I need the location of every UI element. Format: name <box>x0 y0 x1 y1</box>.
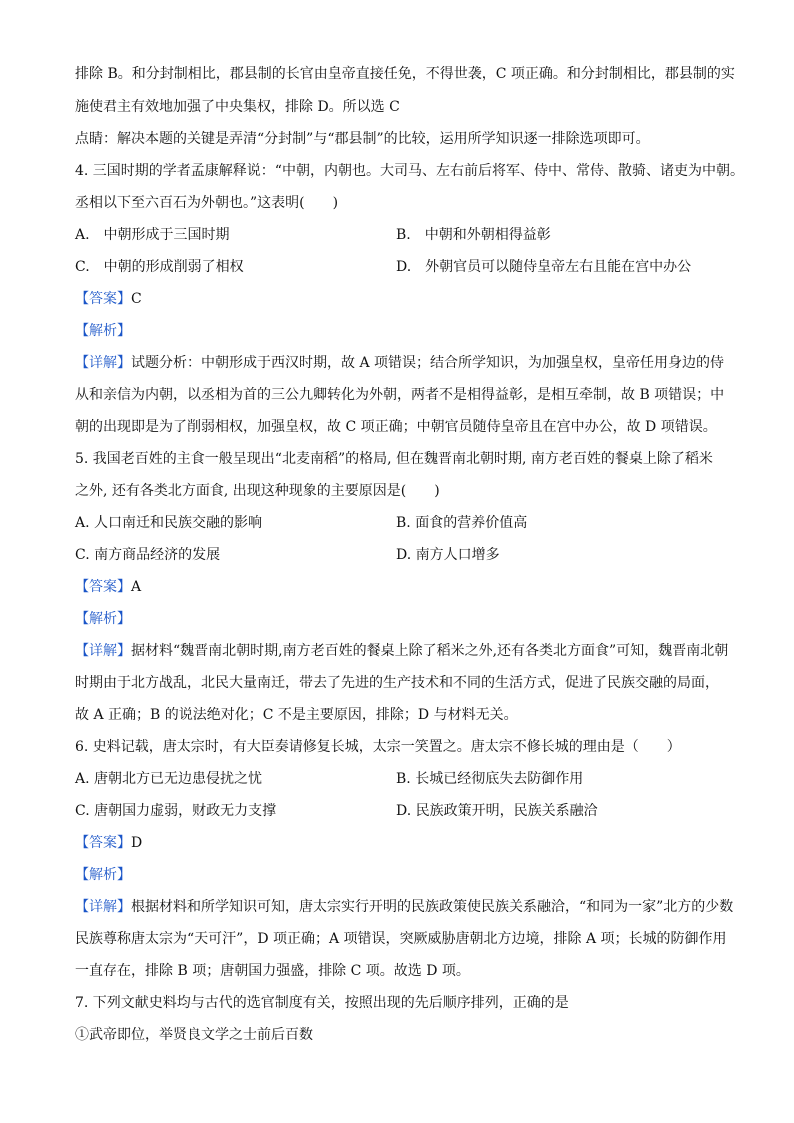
detail-tag: 【详解】 <box>75 643 131 659</box>
q6-option-c: C. 唐朝国力虚弱，财政无力支撑 <box>75 803 277 819</box>
q5-option-b: B. 面食的营养价值高 <box>396 515 528 531</box>
analysis-tag: 【解析】 <box>75 867 131 883</box>
detail-text: 试题分析：中朝形成于西汉时期，故 A 项错误；结合所学知识，为加强皇权，皇帝任用身边的侍 <box>131 355 725 371</box>
q4-option-d: D. 外朝官员可以随侍皇帝左右且能在宫中办公 <box>396 259 692 275</box>
q5-option-c: C. 南方商品经济的发展 <box>75 547 221 563</box>
answer-value: D <box>131 835 143 851</box>
answer-tag: 【答案】 <box>75 291 131 307</box>
q5-option-d: D. 南方人口增多 <box>396 547 500 563</box>
q4-analysis-tag <box>75 321 131 341</box>
question-6-stem: 6. 史料记载，唐太宗时，有大臣奏请修复长城，太宗一笑置之。唐太宗不修长城的理由是（ ） <box>75 739 681 755</box>
detail-tag: 【详解】 <box>75 355 131 371</box>
q4-detail-line: 朝的出现即是为了削弱相权，加强皇权，故 C 项正确；中朝官员随侍皇帝且在宫中办公，故 D 项错误。 <box>75 419 717 435</box>
q4-answer-line <box>75 289 142 309</box>
q6-option-d: D. 民族政策开明，民族关系融洽 <box>396 803 598 819</box>
detail-text: 根据材料和所学知识可知，唐太宗实行开明的民族政策使民族关系融洽，“和同为一家”北方的少数 <box>131 899 734 915</box>
q6-answer-line <box>75 833 142 853</box>
q4-option-c: C. 中朝的形成削弱了相权 <box>75 259 244 275</box>
analysis-tag: 【解析】 <box>75 323 131 339</box>
question-4-stem: 4. 三国时期的学者孟康解释说：“中朝，内朝也。大司马、左右前后将军、侍中、常侍、散骑、诸吏为中朝。 <box>75 163 744 179</box>
question-5-stem: 5. 我国老百姓的主食一般呈现出“北麦南稻”的格局, 但在魏晋南北朝时期, 南方老百姓的餐桌上除了稻米 <box>75 451 713 467</box>
question-4-stem: 丞相以下至六百石为外朝也。”这表明( ) <box>75 195 339 211</box>
q4-option-b: B. 中朝和外朝相得益彰 <box>396 227 551 243</box>
detail-tag: 【详解】 <box>75 899 131 915</box>
q5-answer-line <box>75 577 141 597</box>
analysis-tag: 【解析】 <box>75 611 131 627</box>
text-line: 点睛：解决本题的关键是弄清“分封制”与“郡县制”的比较，运用所学知识逐一排除选项即可。 <box>75 131 650 147</box>
q5-detail-line: 故 A 正确；B 的说法绝对化；C 不是主要原因，排除；D 与材料无关。 <box>75 707 518 723</box>
q6-detail-line: 一直存在，排除 B 项；唐朝国力强盛，排除 C 项。故选 D 项。 <box>75 963 470 979</box>
q4-option-a: A. 中朝形成于三国时期 <box>75 227 230 243</box>
q5-analysis-tag <box>75 609 131 629</box>
q6-analysis-tag <box>75 865 131 885</box>
q4-detail-line <box>75 353 724 373</box>
text-line: 施使君主有效地加强了中央集权，排除 D。所以选 C <box>75 99 400 115</box>
q5-option-a: A. 人口南迁和民族交融的影响 <box>75 515 263 531</box>
q6-detail-line: 民族尊称唐太宗为“天可汗”，D 项正确；A 项错误，突厥威胁唐朝北方边境，排除 A 项；长城的防御作用 <box>75 931 727 947</box>
answer-tag: 【答案】 <box>75 579 131 595</box>
answer-value: C <box>131 291 142 307</box>
answer-value: A <box>131 579 142 595</box>
q4-detail-line: 从和亲信为内朝，以丞相为首的三公九卿转化为外朝，两者不是相得益彰，是相互牵制，故 B 项错误；中 <box>75 387 725 403</box>
question-7-item: ①武帝即位，举贤良文学之士前后百数 <box>75 1027 313 1043</box>
question-7-stem: 7. 下列文献史料均与古代的选官制度有关，按照出现的先后顺序排列，正确的是 <box>75 995 569 1011</box>
text-line: 排除 B。和分封制相比，郡县制的长官由皇帝直接任免，不得世袭，C 项正确。和分封制相比，郡县制的实 <box>75 66 735 82</box>
q5-detail-line: 时期由于北方战乱，北民大量南迁，带去了先进的生产技术和不同的生活方式，促进了民族交融的局面， <box>75 675 719 691</box>
q6-option-b: B. 长城已经彻底失去防御作用 <box>396 771 584 787</box>
q5-detail-line <box>75 641 728 661</box>
answer-tag: 【答案】 <box>75 835 131 851</box>
q6-option-a: A. 唐朝北方已无边患侵扰之忧 <box>75 771 263 787</box>
question-5-stem: 之外, 还有各类北方面食, 出现这种现象的主要原因是( ) <box>75 483 440 499</box>
detail-text: 据材料“魏晋南北朝时期,南方老百姓的餐桌上除了稻米之外,还有各类北方面食”可知，魏晋南北朝 <box>131 643 729 659</box>
q6-detail-line <box>75 897 733 917</box>
